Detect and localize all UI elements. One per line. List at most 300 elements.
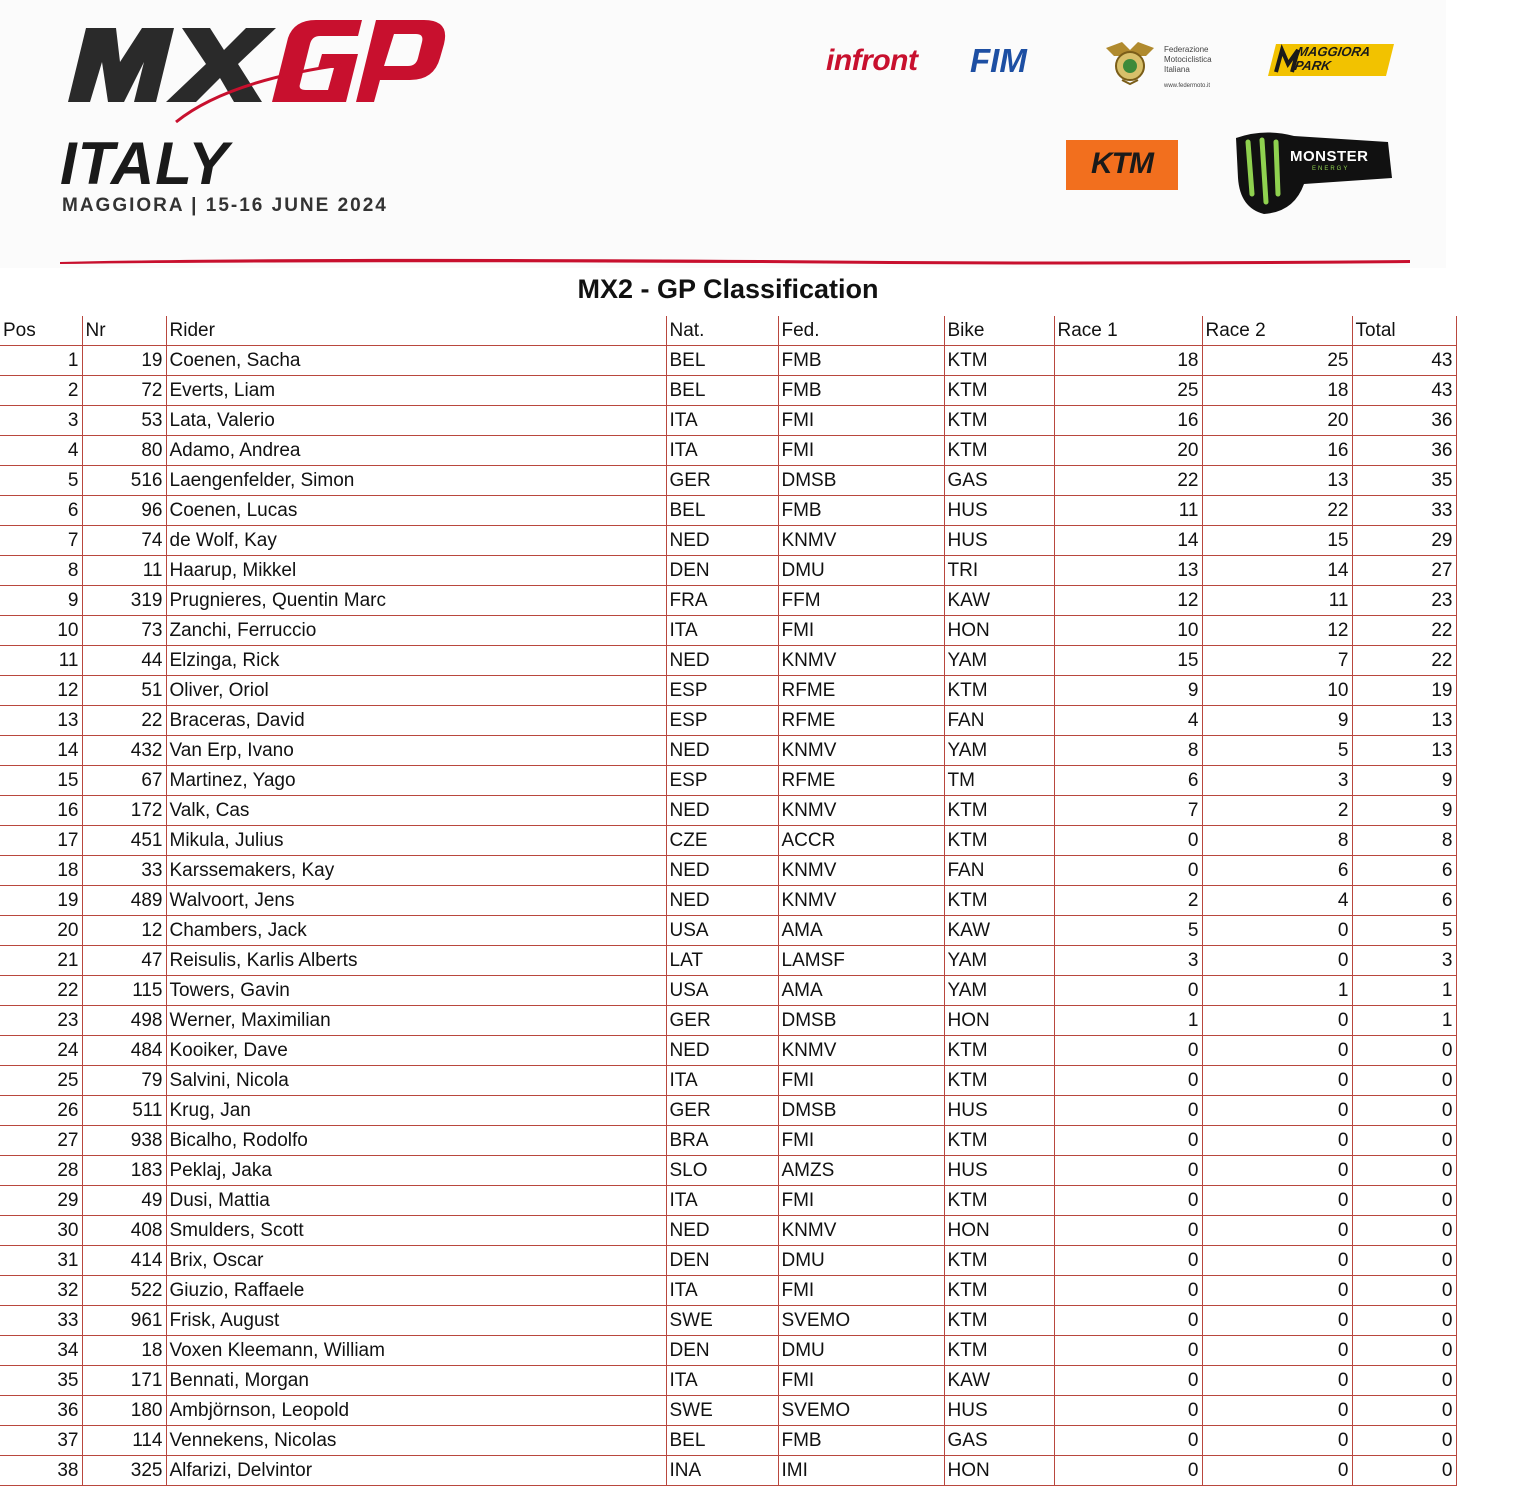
cell-fed: KNMV [778, 886, 944, 916]
cell-fed: DMSB [778, 1006, 944, 1036]
table-row [0, 736, 1456, 766]
cell-fed: KNMV [778, 856, 944, 886]
cell-total: 1 [1352, 976, 1456, 1006]
cell-pos: 34 [0, 1336, 82, 1366]
cell-race1: 1 [1054, 1006, 1202, 1036]
cell-bike: HUS [944, 1396, 1054, 1426]
cell-fed: SVEMO [778, 1306, 944, 1336]
cell-rider: Everts, Liam [166, 376, 666, 406]
cell-race1: 0 [1054, 1336, 1202, 1366]
venue-dates: MAGGIORA | 15-16 JUNE 2024 [62, 195, 388, 216]
cell-fed: DMSB [778, 1096, 944, 1126]
fmi-emblem-icon [1102, 38, 1158, 86]
cell-nat: NED [666, 526, 778, 556]
cell-rider: Coenen, Lucas [166, 496, 666, 526]
cell-total: 23 [1352, 586, 1456, 616]
cell-rider: Braceras, David [166, 706, 666, 736]
cell-nat: ITA [666, 1276, 778, 1306]
table-row [0, 346, 1456, 376]
cell-total: 29 [1352, 526, 1456, 556]
cell-bike: KTM [944, 1036, 1054, 1066]
cell-race1: 0 [1054, 1276, 1202, 1306]
cell-race1: 5 [1054, 916, 1202, 946]
cell-race1: 0 [1054, 1426, 1202, 1456]
cell-race2: 0 [1202, 1276, 1352, 1306]
table-row [0, 556, 1456, 586]
cell-nr: 489 [82, 886, 166, 916]
cell-bike: KTM [944, 1306, 1054, 1336]
cell-fed: DMU [778, 1336, 944, 1366]
maggiora-park-logo: MAGGIORA PARK [1268, 42, 1394, 78]
cell-race1: 0 [1054, 1156, 1202, 1186]
cell-nat: INA [666, 1456, 778, 1486]
table-row [0, 976, 1456, 1006]
table-row [0, 1366, 1456, 1396]
cell-race1: 15 [1054, 646, 1202, 676]
cell-total: 0 [1352, 1366, 1456, 1396]
cell-nr: 414 [82, 1246, 166, 1276]
cell-total: 0 [1352, 1216, 1456, 1246]
cell-rider: Chambers, Jack [166, 916, 666, 946]
col-total: Total [1352, 316, 1456, 346]
cell-pos: 20 [0, 916, 82, 946]
cell-fed: ACCR [778, 826, 944, 856]
cell-rider: Lata, Valerio [166, 406, 666, 436]
col-pos: Pos [0, 316, 82, 346]
cell-rider: Martinez, Yago [166, 766, 666, 796]
cell-race1: 9 [1054, 676, 1202, 706]
table-row [0, 1096, 1456, 1126]
cell-pos: 7 [0, 526, 82, 556]
cell-nat: BEL [666, 1426, 778, 1456]
cell-total: 35 [1352, 466, 1456, 496]
cell-total: 3 [1352, 946, 1456, 976]
cell-pos: 29 [0, 1186, 82, 1216]
cell-rider: Alfarizi, Delvintor [166, 1456, 666, 1486]
cell-nr: 432 [82, 736, 166, 766]
cell-bike: KTM [944, 406, 1054, 436]
cell-total: 0 [1352, 1456, 1456, 1486]
cell-rider: Valk, Cas [166, 796, 666, 826]
monster-energy-logo: MONSTER ENERGY [1234, 128, 1394, 216]
cell-bike: FAN [944, 706, 1054, 736]
cell-total: 36 [1352, 436, 1456, 466]
cell-nat: BRA [666, 1126, 778, 1156]
cell-nr: 183 [82, 1156, 166, 1186]
cell-pos: 4 [0, 436, 82, 466]
cell-race2: 16 [1202, 436, 1352, 466]
cell-rider: Voxen Kleemann, William [166, 1336, 666, 1366]
cell-bike: GAS [944, 466, 1054, 496]
cell-race2: 0 [1202, 946, 1352, 976]
cell-nat: NED [666, 796, 778, 826]
cell-race1: 0 [1054, 1246, 1202, 1276]
cell-bike: KTM [944, 1126, 1054, 1156]
table-row [0, 1216, 1456, 1246]
cell-rider: Dusi, Mattia [166, 1186, 666, 1216]
page-title: MX2 - GP Classification [577, 274, 879, 304]
table-row [0, 1066, 1456, 1096]
cell-rider: Haarup, Mikkel [166, 556, 666, 586]
cell-total: 0 [1352, 1396, 1456, 1426]
cell-race1: 22 [1054, 466, 1202, 496]
cell-rider: Coenen, Sacha [166, 346, 666, 376]
cell-pos: 17 [0, 826, 82, 856]
table-row [0, 1006, 1456, 1036]
table-row [0, 1186, 1456, 1216]
cell-bike: YAM [944, 646, 1054, 676]
cell-bike: TRI [944, 556, 1054, 586]
cell-race2: 5 [1202, 736, 1352, 766]
cell-race2: 0 [1202, 1006, 1352, 1036]
cell-race1: 0 [1054, 1306, 1202, 1336]
col-bike: Bike [944, 316, 1054, 346]
cell-nat: NED [666, 856, 778, 886]
cell-total: 43 [1352, 376, 1456, 406]
cell-total: 43 [1352, 346, 1456, 376]
cell-race2: 4 [1202, 886, 1352, 916]
cell-nr: 22 [82, 706, 166, 736]
cell-fed: DMSB [778, 466, 944, 496]
cell-race1: 4 [1054, 706, 1202, 736]
cell-total: 0 [1352, 1066, 1456, 1096]
cell-bike: KAW [944, 1366, 1054, 1396]
table-row [0, 1036, 1456, 1066]
cell-fed: FMI [778, 1366, 944, 1396]
cell-race1: 8 [1054, 736, 1202, 766]
cell-race2: 0 [1202, 1246, 1352, 1276]
cell-nr: 319 [82, 586, 166, 616]
cell-total: 6 [1352, 886, 1456, 916]
cell-bike: KTM [944, 826, 1054, 856]
table-row [0, 1246, 1456, 1276]
cell-race2: 0 [1202, 1216, 1352, 1246]
table-row [0, 1126, 1456, 1156]
cell-nr: 522 [82, 1276, 166, 1306]
cell-nat: USA [666, 976, 778, 1006]
table-row [0, 676, 1456, 706]
cell-total: 0 [1352, 1126, 1456, 1156]
event-header-banner [0, 0, 1446, 268]
cell-nr: 516 [82, 466, 166, 496]
cell-pos: 30 [0, 1216, 82, 1246]
cell-fed: FMI [778, 1066, 944, 1096]
cell-fed: FMI [778, 406, 944, 436]
cell-bike: TM [944, 766, 1054, 796]
ktm-logo: KTM [1066, 140, 1178, 190]
col-rider: Rider [166, 316, 666, 346]
cell-nat: DEN [666, 1336, 778, 1366]
cell-race1: 0 [1054, 976, 1202, 1006]
cell-total: 0 [1352, 1336, 1456, 1366]
cell-nr: 484 [82, 1036, 166, 1066]
cell-rider: Peklaj, Jaka [166, 1156, 666, 1186]
cell-bike: KTM [944, 886, 1054, 916]
cell-pos: 6 [0, 496, 82, 526]
cell-race1: 14 [1054, 526, 1202, 556]
cell-race2: 2 [1202, 796, 1352, 826]
cell-nr: 511 [82, 1096, 166, 1126]
cell-pos: 21 [0, 946, 82, 976]
cell-fed: RFME [778, 706, 944, 736]
cell-nat: NED [666, 736, 778, 766]
cell-total: 19 [1352, 676, 1456, 706]
cell-race2: 12 [1202, 616, 1352, 646]
cell-nat: NED [666, 1216, 778, 1246]
cell-nat: ITA [666, 616, 778, 646]
cell-nat: ITA [666, 1186, 778, 1216]
cell-nr: 115 [82, 976, 166, 1006]
col-race2: Race 2 [1202, 316, 1352, 346]
fim-logo: FIM [970, 42, 1027, 79]
cell-race1: 12 [1054, 586, 1202, 616]
cell-race2: 20 [1202, 406, 1352, 436]
table-row [0, 1276, 1456, 1306]
cell-pos: 38 [0, 1456, 82, 1486]
cell-fed: LAMSF [778, 946, 944, 976]
cell-race2: 0 [1202, 1126, 1352, 1156]
cell-race1: 0 [1054, 1126, 1202, 1156]
cell-pos: 15 [0, 766, 82, 796]
cell-bike: KTM [944, 1336, 1054, 1366]
cell-nat: NED [666, 646, 778, 676]
cell-bike: HUS [944, 1096, 1054, 1126]
cell-rider: Vennekens, Nicolas [166, 1426, 666, 1456]
cell-race2: 3 [1202, 766, 1352, 796]
cell-nat: ESP [666, 766, 778, 796]
cell-race1: 0 [1054, 1366, 1202, 1396]
cell-rider: Laengenfelder, Simon [166, 466, 666, 496]
cell-fed: KNMV [778, 1216, 944, 1246]
cell-nr: 325 [82, 1456, 166, 1486]
cell-race2: 8 [1202, 826, 1352, 856]
cell-race1: 16 [1054, 406, 1202, 436]
cell-fed: FMI [778, 616, 944, 646]
cell-race1: 0 [1054, 1456, 1202, 1486]
cell-fed: KNMV [778, 796, 944, 826]
table-row [0, 796, 1456, 826]
cell-race2: 6 [1202, 856, 1352, 886]
cell-nr: 19 [82, 346, 166, 376]
cell-total: 36 [1352, 406, 1456, 436]
cell-bike: HUS [944, 526, 1054, 556]
cell-nr: 171 [82, 1366, 166, 1396]
cell-total: 0 [1352, 1246, 1456, 1276]
cell-race2: 0 [1202, 1156, 1352, 1186]
table-row [0, 706, 1456, 736]
cell-race2: 13 [1202, 466, 1352, 496]
col-nat: Nat. [666, 316, 778, 346]
cell-race2: 22 [1202, 496, 1352, 526]
cell-fed: FMI [778, 1186, 944, 1216]
cell-rider: Ambjörnson, Leopold [166, 1396, 666, 1426]
cell-race1: 0 [1054, 856, 1202, 886]
cell-total: 9 [1352, 766, 1456, 796]
cell-pos: 19 [0, 886, 82, 916]
cell-race2: 0 [1202, 1096, 1352, 1126]
cell-total: 0 [1352, 1186, 1456, 1216]
cell-pos: 10 [0, 616, 82, 646]
cell-nr: 47 [82, 946, 166, 976]
cell-fed: FMB [778, 1426, 944, 1456]
cell-pos: 18 [0, 856, 82, 886]
cell-pos: 3 [0, 406, 82, 436]
cell-total: 6 [1352, 856, 1456, 886]
cell-race1: 10 [1054, 616, 1202, 646]
cell-race2: 1 [1202, 976, 1352, 1006]
cell-nr: 33 [82, 856, 166, 886]
cell-nat: ESP [666, 706, 778, 736]
cell-total: 1 [1352, 1006, 1456, 1036]
cell-bike: YAM [944, 976, 1054, 1006]
cell-race2: 0 [1202, 1456, 1352, 1486]
cell-rider: Krug, Jan [166, 1096, 666, 1126]
cell-rider: Mikula, Julius [166, 826, 666, 856]
cell-race1: 0 [1054, 1036, 1202, 1066]
cell-nat: ITA [666, 1066, 778, 1096]
table-row [0, 406, 1456, 436]
cell-total: 0 [1352, 1306, 1456, 1336]
cell-nat: NED [666, 886, 778, 916]
cell-nr: 72 [82, 376, 166, 406]
cell-pos: 22 [0, 976, 82, 1006]
cell-pos: 28 [0, 1156, 82, 1186]
cell-pos: 25 [0, 1066, 82, 1096]
cell-nat: BEL [666, 376, 778, 406]
table-row [0, 436, 1456, 466]
cell-nat: ITA [666, 1366, 778, 1396]
table-row [0, 1306, 1456, 1336]
cell-race1: 25 [1054, 376, 1202, 406]
cell-nr: 73 [82, 616, 166, 646]
table-row [0, 1396, 1456, 1426]
cell-total: 5 [1352, 916, 1456, 946]
cell-nat: DEN [666, 1246, 778, 1276]
table-row [0, 826, 1456, 856]
cell-race2: 0 [1202, 1336, 1352, 1366]
cell-bike: HON [944, 1216, 1054, 1246]
cell-race1: 3 [1054, 946, 1202, 976]
cell-bike: KTM [944, 1186, 1054, 1216]
cell-race2: 0 [1202, 1306, 1352, 1336]
cell-rider: Karssemakers, Kay [166, 856, 666, 886]
table-row [0, 856, 1456, 886]
cell-nr: 96 [82, 496, 166, 526]
cell-bike: KTM [944, 1246, 1054, 1276]
cell-nr: 114 [82, 1426, 166, 1456]
cell-rider: Giuzio, Raffaele [166, 1276, 666, 1306]
cell-bike: HON [944, 616, 1054, 646]
cell-nr: 79 [82, 1066, 166, 1096]
cell-race2: 25 [1202, 346, 1352, 376]
table-row [0, 466, 1456, 496]
fmi-text: Federazione Motociclistica Italiana www.federmoto.it [1164, 45, 1212, 89]
cell-rider: Brix, Oscar [166, 1246, 666, 1276]
country-title: ITALY [60, 130, 230, 197]
cell-fed: FFM [778, 586, 944, 616]
cell-nat: ITA [666, 436, 778, 466]
cell-nr: 51 [82, 676, 166, 706]
cell-total: 0 [1352, 1036, 1456, 1066]
cell-total: 13 [1352, 736, 1456, 766]
cell-nr: 961 [82, 1306, 166, 1336]
cell-pos: 13 [0, 706, 82, 736]
col-race1: Race 1 [1054, 316, 1202, 346]
cell-bike: HON [944, 1456, 1054, 1486]
cell-pos: 35 [0, 1366, 82, 1396]
cell-nat: BEL [666, 346, 778, 376]
cell-race2: 15 [1202, 526, 1352, 556]
cell-race1: 0 [1054, 1186, 1202, 1216]
cell-race2: 0 [1202, 1396, 1352, 1426]
cell-bike: KTM [944, 676, 1054, 706]
cell-fed: RFME [778, 766, 944, 796]
cell-bike: YAM [944, 946, 1054, 976]
cell-rider: Frisk, August [166, 1306, 666, 1336]
cell-race2: 10 [1202, 676, 1352, 706]
banner-divider [60, 256, 1410, 266]
cell-nat: CZE [666, 826, 778, 856]
cell-nat: LAT [666, 946, 778, 976]
cell-race2: 9 [1202, 706, 1352, 736]
cell-bike: HUS [944, 496, 1054, 526]
cell-nat: GER [666, 1096, 778, 1126]
cell-race1: 2 [1054, 886, 1202, 916]
cell-fed: FMI [778, 1126, 944, 1156]
cell-rider: Prugnieres, Quentin Marc [166, 586, 666, 616]
cell-bike: KTM [944, 346, 1054, 376]
cell-rider: Bicalho, Rodolfo [166, 1126, 666, 1156]
table-row [0, 496, 1456, 526]
cell-nr: 408 [82, 1216, 166, 1246]
cell-rider: Van Erp, Ivano [166, 736, 666, 766]
cell-race2: 11 [1202, 586, 1352, 616]
cell-nr: 18 [82, 1336, 166, 1366]
classification-table [0, 316, 1457, 1486]
cell-total: 33 [1352, 496, 1456, 526]
cell-nat: BEL [666, 496, 778, 526]
cell-nr: 67 [82, 766, 166, 796]
cell-nat: SWE [666, 1306, 778, 1336]
cell-fed: AMZS [778, 1156, 944, 1186]
table-row [0, 616, 1456, 646]
cell-pos: 9 [0, 586, 82, 616]
cell-pos: 14 [0, 736, 82, 766]
cell-fed: DMU [778, 556, 944, 586]
cell-nat: SWE [666, 1396, 778, 1426]
cell-total: 0 [1352, 1276, 1456, 1306]
cell-total: 0 [1352, 1096, 1456, 1126]
cell-rider: Werner, Maximilian [166, 1006, 666, 1036]
table-row [0, 1426, 1456, 1456]
cell-fed: SVEMO [778, 1396, 944, 1426]
cell-bike: FAN [944, 856, 1054, 886]
cell-rider: Zanchi, Ferruccio [166, 616, 666, 646]
cell-fed: FMI [778, 1276, 944, 1306]
cell-race2: 0 [1202, 916, 1352, 946]
cell-race1: 0 [1054, 1096, 1202, 1126]
cell-nat: SLO [666, 1156, 778, 1186]
cell-pos: 2 [0, 376, 82, 406]
cell-race1: 18 [1054, 346, 1202, 376]
cell-pos: 26 [0, 1096, 82, 1126]
table-row [0, 586, 1456, 616]
cell-nr: 172 [82, 796, 166, 826]
cell-total: 27 [1352, 556, 1456, 586]
cell-race1: 0 [1054, 826, 1202, 856]
cell-bike: HUS [944, 1156, 1054, 1186]
cell-total: 9 [1352, 796, 1456, 826]
